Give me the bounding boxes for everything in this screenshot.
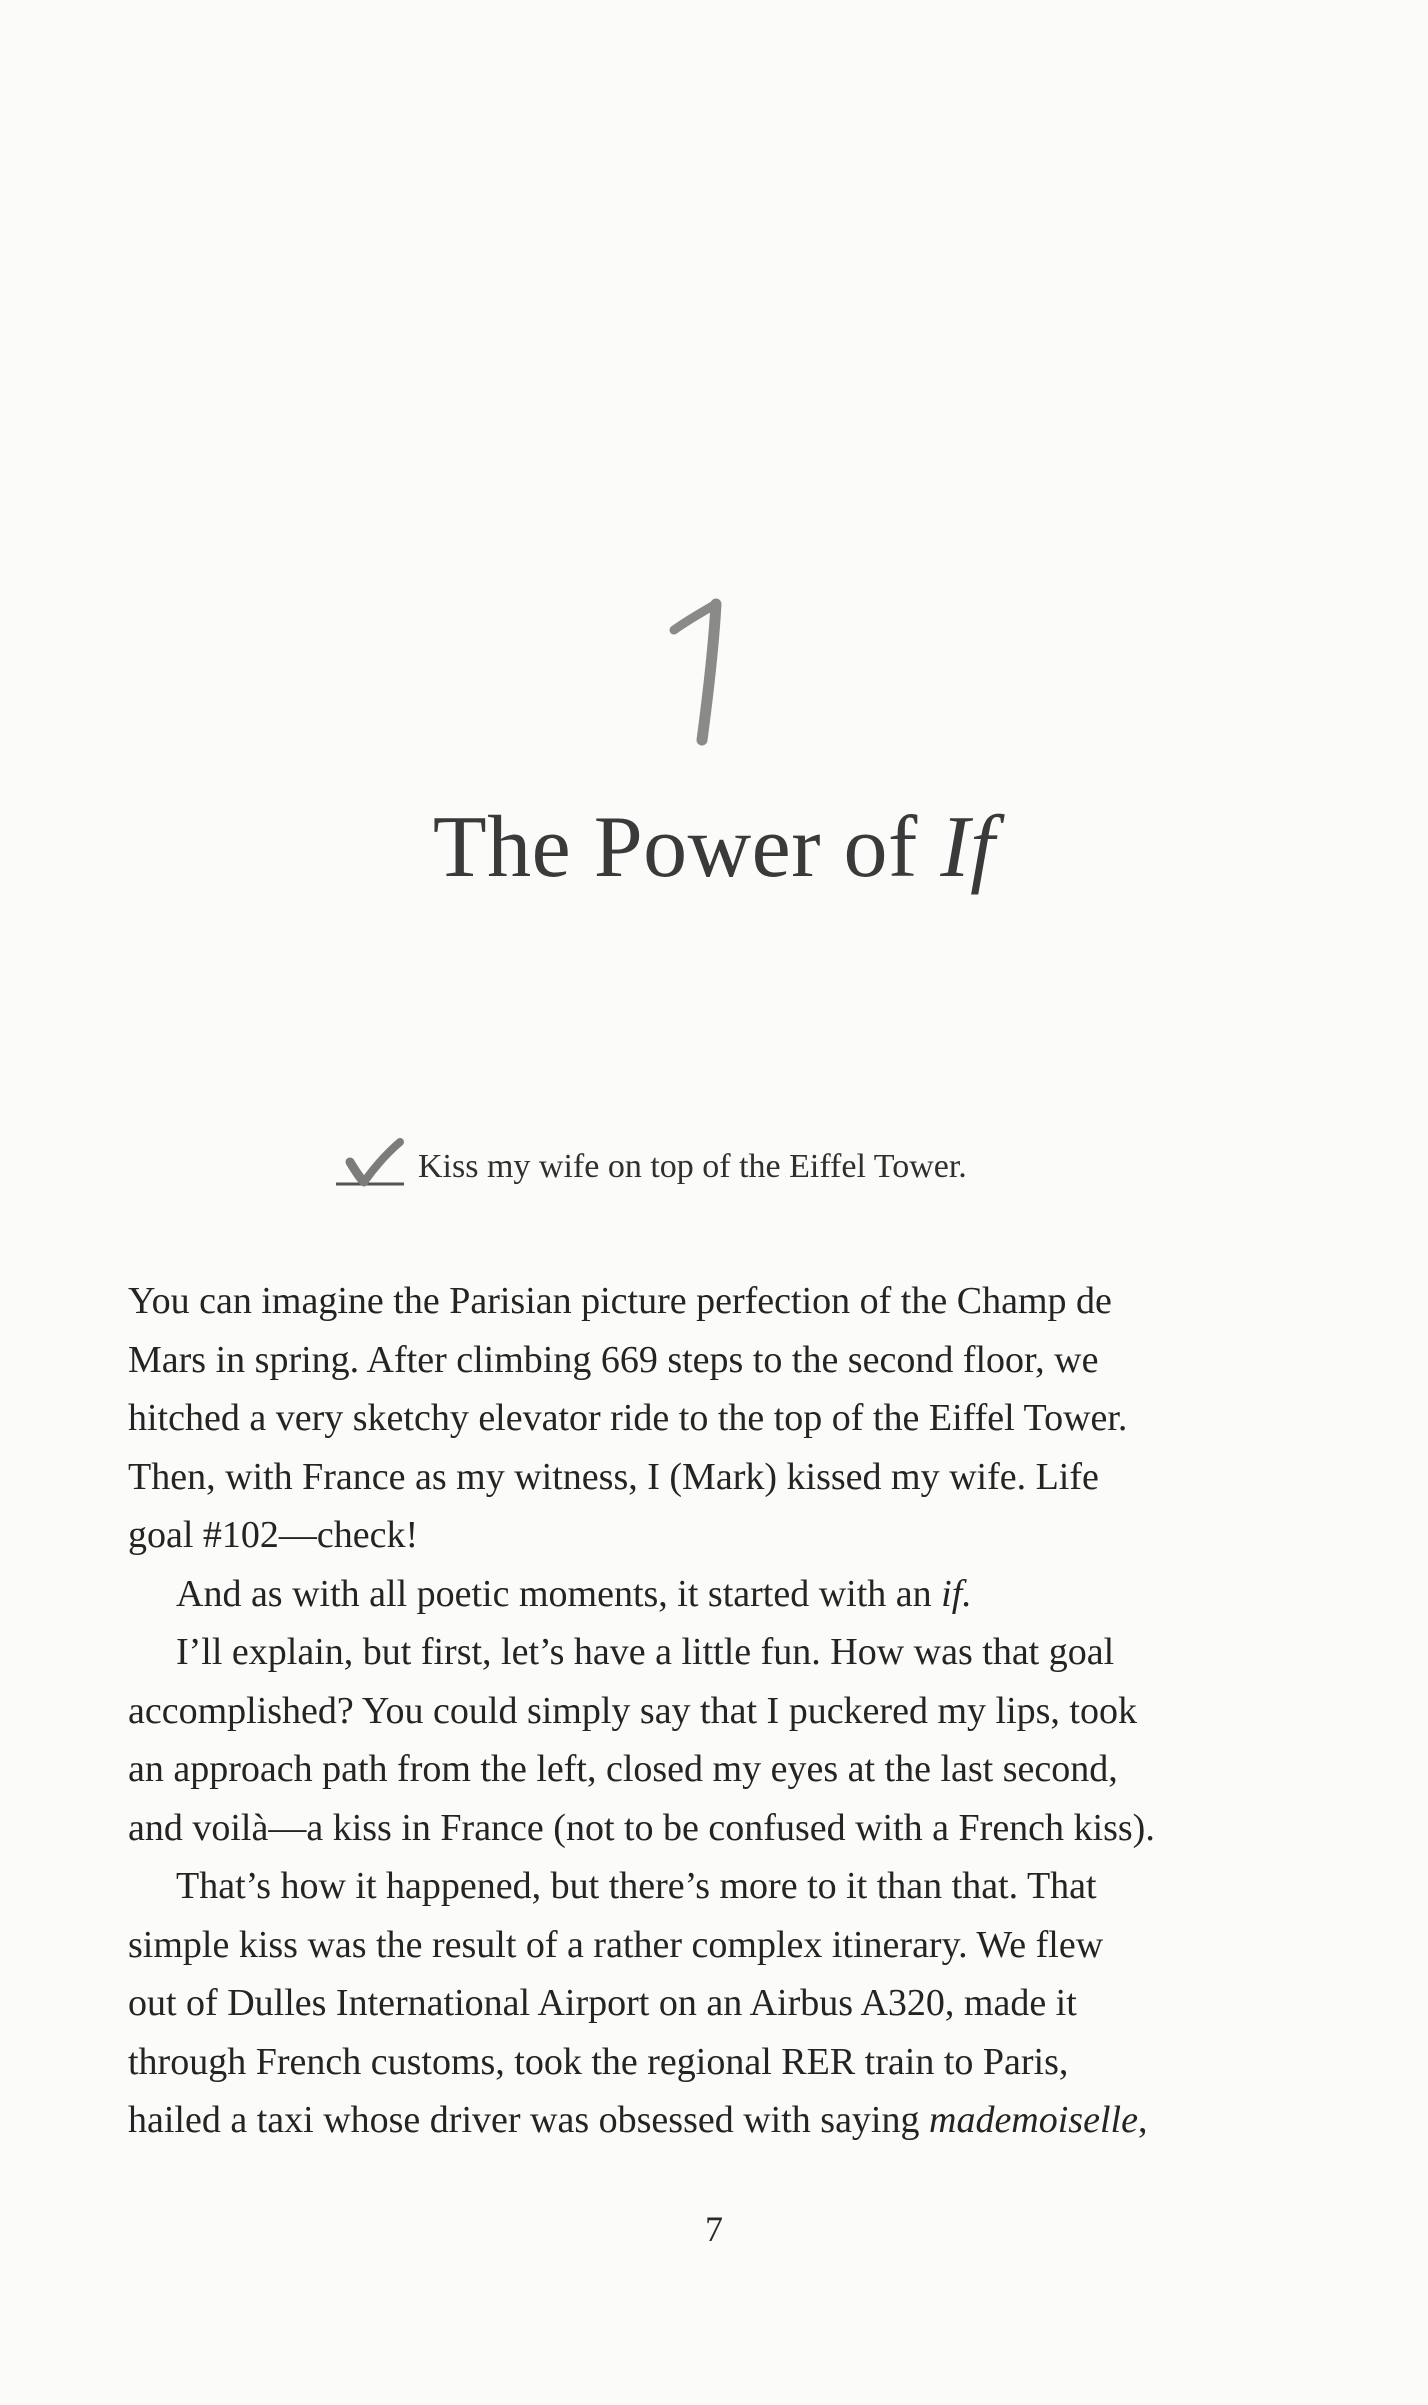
body-line: hitched a very sketchy elevator ride to the top of the Eiffel Tower.: [128, 1397, 1128, 1439]
body-line: That’s how it happened, but there’s more to it than that. That: [176, 1865, 1097, 1907]
body-line: an approach path from the left, closed my eyes at the last second,: [128, 1748, 1118, 1790]
goal-line: [330, 1132, 1230, 1192]
handwritten-one-icon: [640, 590, 760, 750]
body-line: out of Dulles International Airport on an Airbus A320, made it: [128, 1982, 1077, 2024]
body-line: Mars in spring. After climbing 669 steps to the second floor, we: [128, 1338, 1099, 1381]
page-number: 7: [705, 2209, 723, 2249]
body-line-text: And as with all poetic moments, it started with an: [176, 1572, 942, 1615]
chapter-title: [0, 800, 1428, 897]
body-line: [128, 1565, 1268, 1624]
body-line: [128, 2091, 1268, 2150]
body-line: accomplished? You could simply say that I puckered my lips, took: [128, 1689, 1137, 1732]
body-line-italic: if.: [941, 1572, 972, 1615]
body-line: through French customs, took the regional RER train to Paris,: [128, 2040, 1069, 2083]
body-line: You can imagine the Parisian picture perfection of the Champ de: [128, 1280, 1112, 1322]
body-line: I’ll explain, but first, let’s have a little fun. How was that goal: [176, 1631, 1115, 1673]
goal-text: Kiss my wife on top of the Eiffel Tower.: [418, 1148, 967, 1185]
body-text: [128, 1272, 1268, 2150]
chapter-title-regular: The Power of: [432, 799, 941, 896]
body-line-text: hailed a taxi whose driver was obsessed with saying: [128, 2099, 929, 2141]
body-line: simple kiss was the result of a rather complex itinerary. We flew: [128, 1923, 1104, 1966]
body-line-italic: mademoiselle: [929, 2099, 1138, 2141]
body-line: and voilà—a kiss in France (not to be confused with a French kiss).: [128, 1806, 1155, 1849]
body-line-text: ,: [1137, 2099, 1148, 2141]
body-line: Then, with France as my witness, I (Mark) kissed my wife. Life: [128, 1455, 1099, 1498]
chapter-number-handwritten: [640, 590, 760, 750]
body-line: goal #102—check!: [128, 1514, 419, 1556]
handwritten-checkmark-icon: [330, 1132, 410, 1192]
chapter-title-italic: If: [940, 799, 996, 896]
